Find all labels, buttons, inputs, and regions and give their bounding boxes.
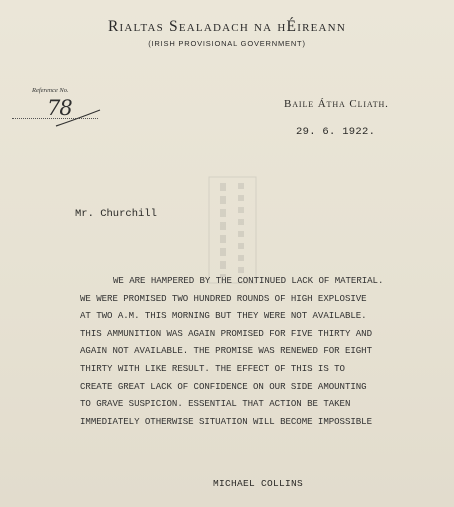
handwritten-stroke-icon bbox=[54, 106, 102, 128]
body-line: WE ARE HAMPERED BY THE CONTINUED LACK OF MATERIAL. bbox=[113, 275, 384, 286]
stamp-watermark-icon bbox=[205, 175, 260, 285]
address-place: Baile Átha Cliath. bbox=[284, 98, 389, 110]
body-line: THIRTY WITH LIKE RESULT. THE EFFECT OF THIS IS TO bbox=[80, 362, 345, 374]
body-line: AT TWO A.M. THIS MORNING BUT THEY WERE NOT AVAILABLE. bbox=[80, 310, 367, 322]
body-line: WE WERE PROMISED TWO HUNDRED ROUNDS OF HIGH EXPLOSIVE bbox=[80, 292, 367, 304]
signature: MICHAEL COLLINS bbox=[213, 478, 304, 489]
salutation: Mr. Churchill bbox=[75, 208, 157, 220]
letterhead-subtitle: (IRISH PROVISIONAL GOVERNMENT) bbox=[148, 39, 306, 48]
letter-body bbox=[80, 272, 420, 430]
body-line: CREATE GREAT LACK OF CONFIDENCE ON OUR SIDE AMOUNTING bbox=[80, 380, 367, 392]
body-line: THIS AMMUNITION WAS AGAIN PROMISED FOR FIVE THIRTY AND bbox=[80, 327, 372, 339]
body-line: AGAIN NOT AVAILABLE. THE PROMISE WAS RENEWED FOR EIGHT bbox=[80, 345, 372, 357]
body-line: IMMEDIATELY OTHERWISE SITUATION WILL BECOME IMPOSSIBLE bbox=[80, 415, 372, 427]
letter-date: 29. 6. 1922. bbox=[296, 126, 376, 138]
reference-number: 78 bbox=[47, 96, 72, 120]
letterhead-title: Rialtas Sealadach na hÉireann bbox=[108, 18, 346, 35]
reference-label: Reference No. bbox=[32, 87, 69, 94]
body-line: TO GRAVE SUSPICION. ESSENTIAL THAT ACTION BE TAKEN bbox=[80, 398, 351, 410]
